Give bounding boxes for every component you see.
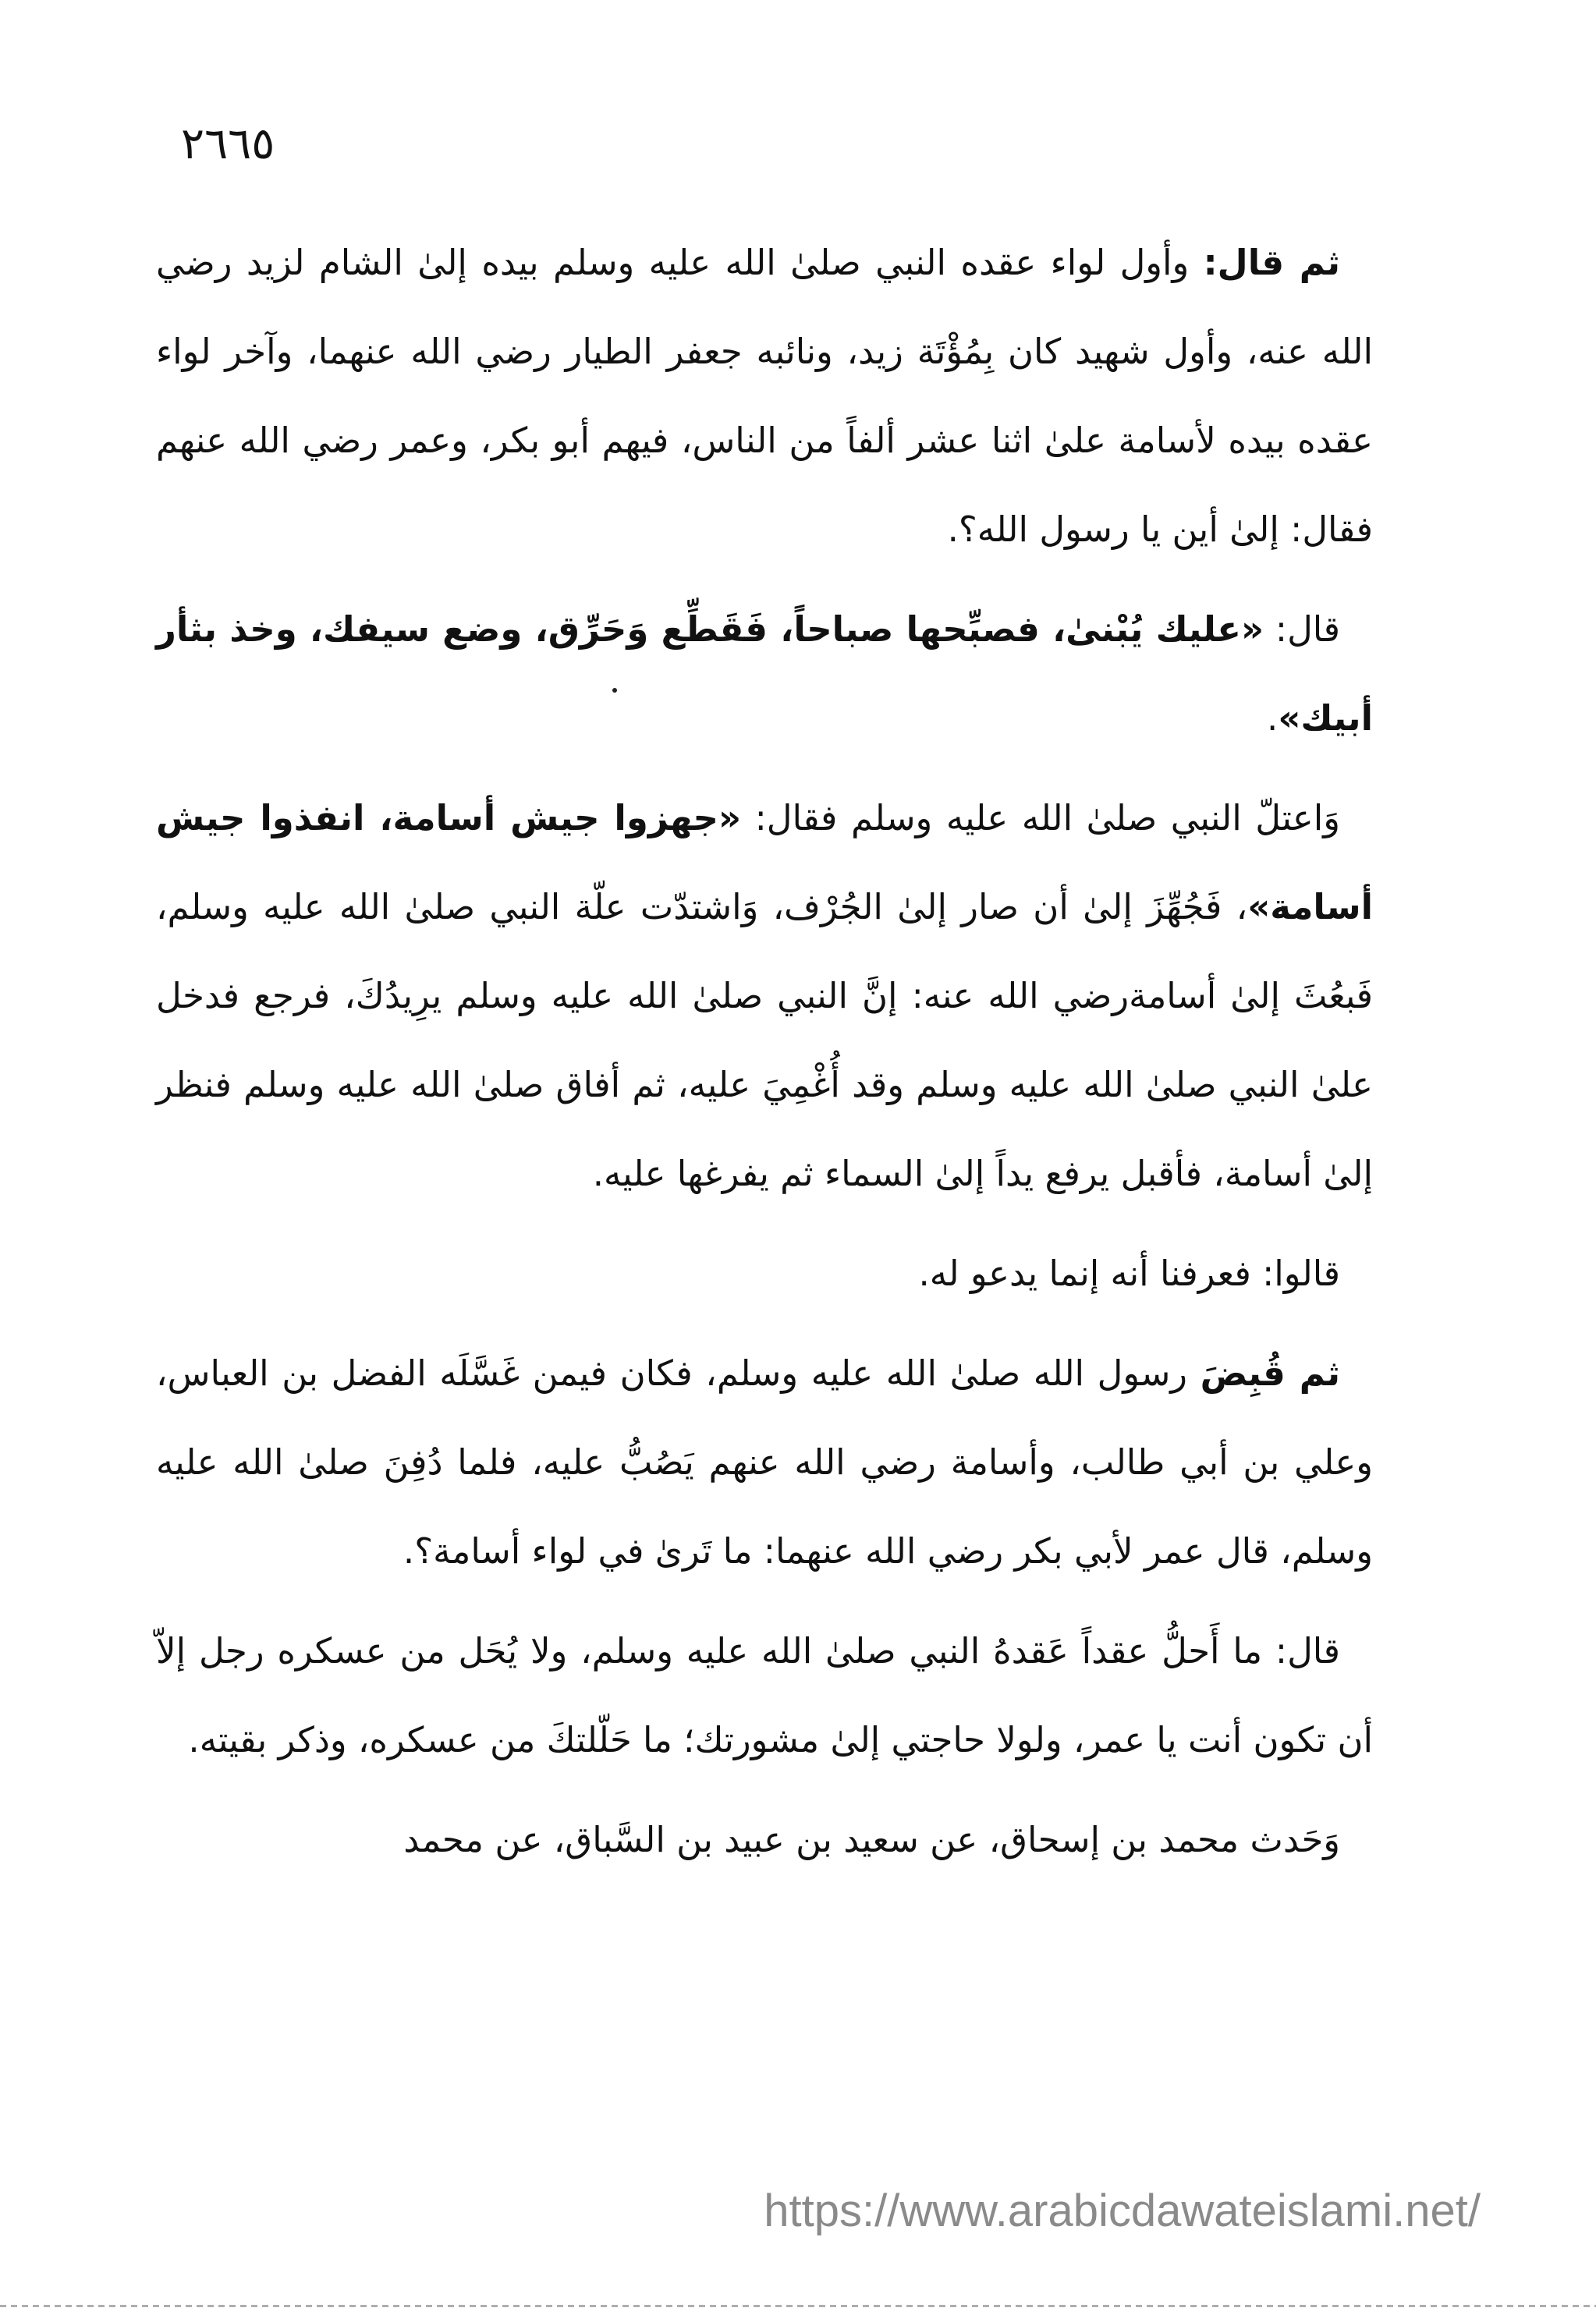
paragraph-3-lead: وَاعتلّ النبي صلىٰ الله عليه وسلم فقال:: [741, 797, 1340, 838]
paragraph-1-lead: ثم قال:: [1203, 242, 1340, 283]
paragraph-4: [156, 1229, 1373, 1318]
paragraph-3-quote: «جهزوا جيش أسامة، انفذوا جيش أسامة»: [156, 797, 1373, 927]
paragraph-2: [156, 585, 1373, 763]
paragraph-1-text: وأول لواء عقده النبي صلىٰ الله عليه وسلم بيده إلىٰ الشام لزيد رضي الله عنه، وأول شهيد كان بِمُؤْتَة زيد، ونائبه جعفر الطيار رضي الله عنهما، وآخر لواء عقده بيده لأسامة علىٰ اثنا عشر ألفاً من الناس، فيهم أبو بكر، وعمر رضي الله عنهم فقال: إلىٰ أين يا رسول الله؟.: [156, 242, 1373, 550]
paragraph-6: [156, 1607, 1373, 1785]
paragraph-2-tail: .: [1267, 697, 1279, 739]
stray-dot-mark: [612, 688, 617, 693]
paragraph-2-lead: قال:: [1264, 608, 1340, 650]
paragraph-3-text: ، فَجُهِّزَ إلىٰ أن صار إلىٰ الجُرْف، وَاشتدّت علّة النبي صلىٰ الله عليه وسلم، فَبعُثَ إلىٰ أسامةرضي الله عنه: إنَّ النبي صلىٰ الله عليه وسلم يرِيدُكَ، فرجع فدخل علىٰ النبي صلىٰ الله عليه وسلم وقد أُغْمِيَ عليه، ثم أفاق صلىٰ الله عليه وسلم فنظر إلىٰ أسامة، فأقبل يرفع يداً إلىٰ السماء ثم يفرغها عليه.: [156, 886, 1373, 1194]
page-number: ٢٦٦٥: [181, 119, 275, 169]
paragraph-3: [156, 774, 1373, 1218]
paragraph-5: [156, 1329, 1373, 1596]
paragraph-1: [156, 218, 1373, 574]
paragraph-4-text: قالوا: فعرفنا أنه إنما يدعو له.: [918, 1253, 1340, 1294]
body-text: [156, 218, 1373, 1895]
scan-edge-divider: [0, 2305, 1596, 2307]
paragraph-7: [156, 1796, 1373, 1884]
paragraph-7-text: وَحَدث محمد بن إسحاق، عن سعيد بن عبيد بن السَّباق، عن محمد: [403, 1819, 1340, 1860]
watermark-url: https://www.arabicdawateislami.net/: [764, 2186, 1481, 2236]
paragraph-5-lead: ثم قُبِضَ: [1200, 1352, 1340, 1394]
paragraph-6-text: قال: ما أَحلُّ عقداً عَقدهُ النبي صلىٰ الله عليه وسلم، ولا يُحَل من عسكره رجل إلاّ أن تكون أنت يا عمر، ولولا حاجتي إلىٰ مشورتك؛ ما حَلّلتكَ من عسكره، وذكر بقيته.: [156, 1630, 1373, 1760]
paragraph-2-quote: «عليك يُبْنىٰ، فصبِّحها صباحاً، فَقَطِّع وَحَرِّق، وضع سيفك، وخذ بثأر أبيك»: [156, 608, 1373, 739]
paragraph-5-text: رسول الله صلىٰ الله عليه وسلم، فكان فيمن غَسَّلَه الفضل بن العباس، وعلي بن أبي طالب، وأسامة رضي الله عنهم يَصُبُّ عليه، فلما دُفِنَ صلىٰ الله عليه وسلم، قال عمر لأبي بكر رضي الله عنهما: ما تَرىٰ في لواء أسامة؟.: [156, 1352, 1373, 1572]
